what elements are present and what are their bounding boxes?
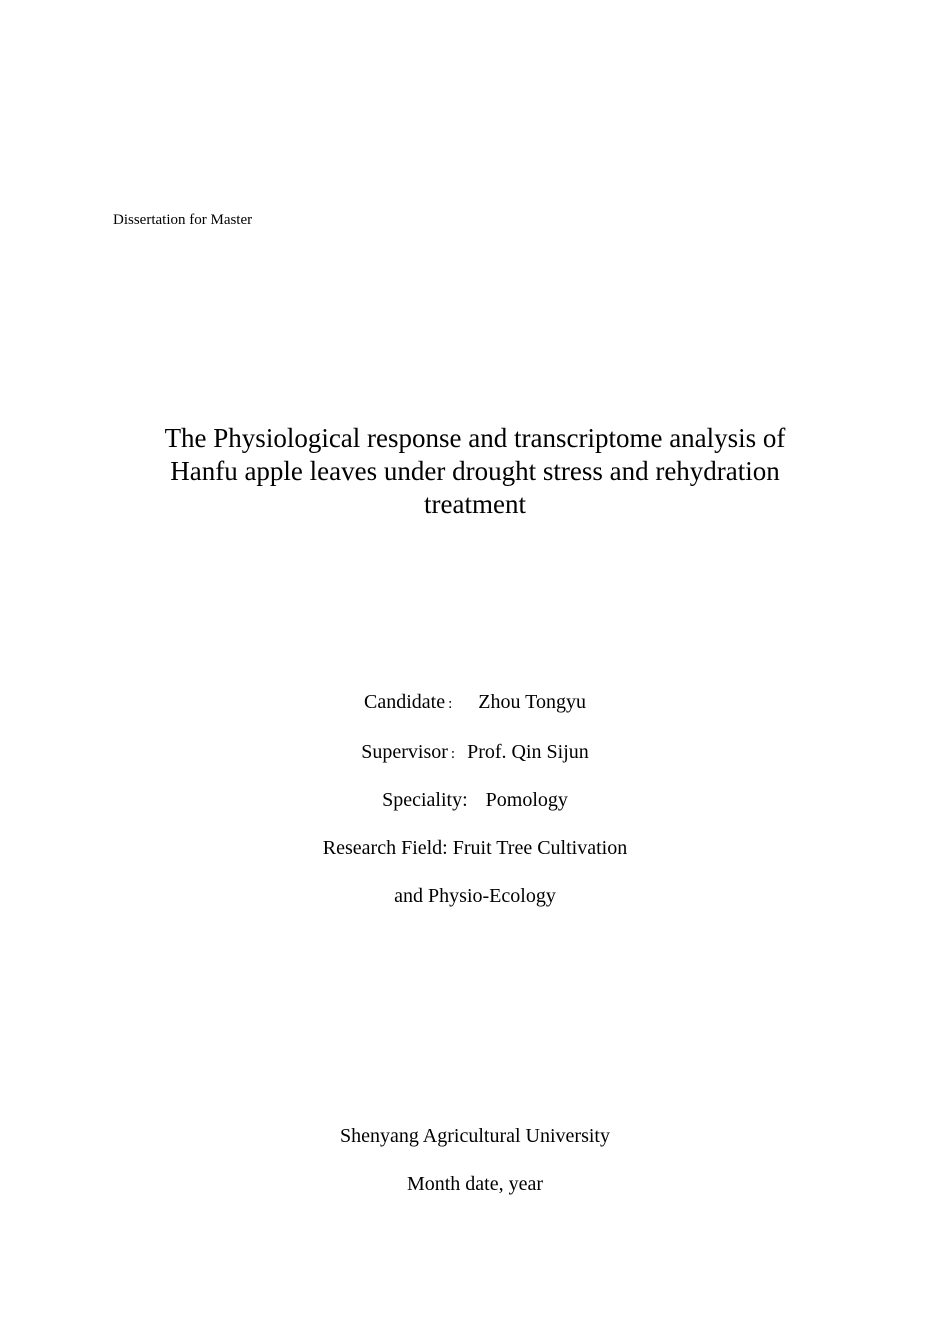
research-field-line-1: Research Field: Fruit Tree Cultivation [322, 837, 628, 859]
thesis-title-line-2: Hanfu apple leaves under drought stress and rehydration [170, 456, 780, 486]
candidate-name: Zhou Tongyu [478, 691, 586, 713]
speciality-label: Speciality: [382, 789, 468, 811]
candidate-label: Candidate [364, 691, 446, 713]
thesis-title-line-3: treatment [424, 489, 526, 519]
supervisor-line [0, 740, 950, 766]
candidate-line [0, 690, 950, 716]
research-field-line-2: and Physio-Ecology [394, 885, 556, 907]
university-name: Shenyang Agricultural University [340, 1125, 610, 1147]
supervisor-name: Prof. Qin Sijun [467, 741, 589, 763]
speciality-value: Pomology [485, 789, 568, 811]
supervisor-label: Supervisor [361, 741, 448, 763]
candidate-separator: : [448, 696, 453, 712]
speciality-line [0, 788, 950, 812]
submission-date: Month date, year [406, 1173, 544, 1195]
supervisor-separator: : [450, 746, 456, 762]
thesis-title-line-1: The Physiological response and transcriptome analysis of [164, 423, 786, 453]
thesis-title [95, 422, 855, 521]
document-type: Dissertation for Master [113, 212, 253, 228]
